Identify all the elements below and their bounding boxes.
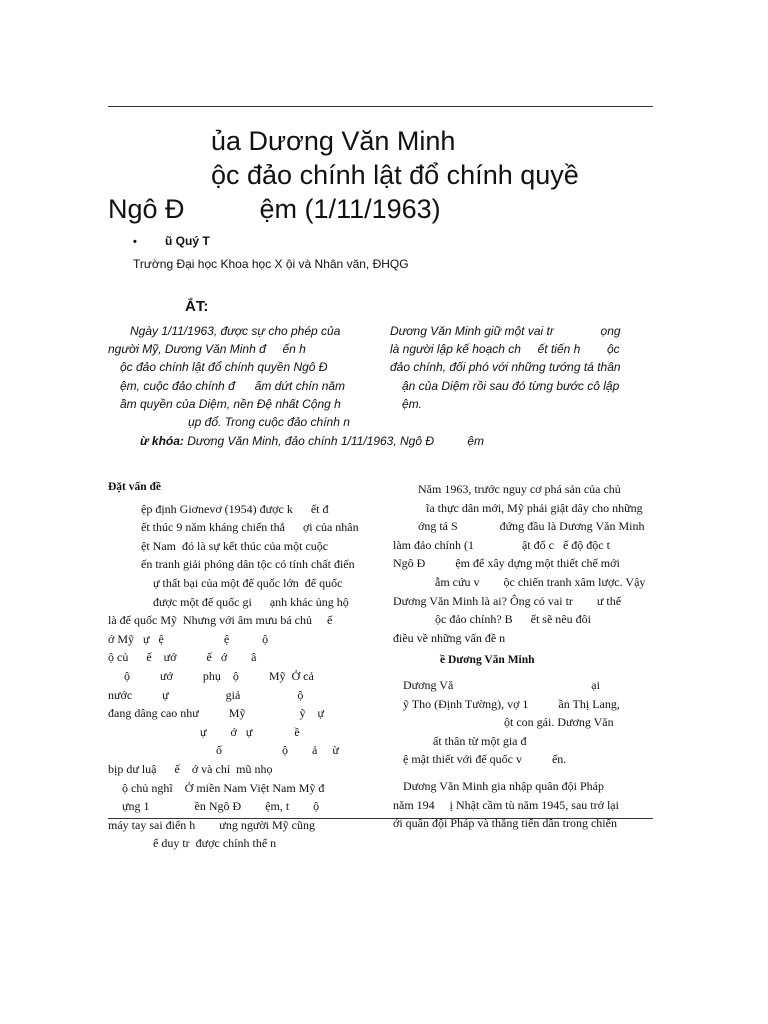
abstract-line: ộc đảo chính lật đổ chính quyền Ngô Đ [120, 360, 328, 375]
body-line: ệp định Giơnevơ (1954) được k ết đ [141, 501, 329, 516]
abstract-line: ụp đổ. Trong cuộc đảo chính n [188, 415, 350, 430]
body-line: ớ Mỹ ự ệ ệ ộ [108, 631, 269, 646]
body-line: ộ củ ế ướ ế ớ â [108, 650, 257, 665]
body-line: ột con gái. Dương Văn [504, 715, 614, 730]
body-line: Năm 1963, trước nguy cơ phá sản của chủ [418, 482, 621, 496]
body-line: Dương Văn Minh gia nhập quân đội Pháp [403, 778, 604, 793]
section-heading-biography: ề Dương Văn Minh [440, 654, 535, 667]
body-line: ến tranh giải phóng dân tộc có tính chất điển [141, 557, 355, 572]
title-line: ộc đảo chính lật đổ chính quyề [211, 160, 579, 190]
body-line: ự ớ ự ề [200, 724, 300, 739]
abstract-line: ệm. [402, 396, 423, 411]
body-right-column [393, 480, 652, 833]
body-line: bịp dư luậ ế ớ và chỉ mũ nhọ [108, 761, 273, 776]
keywords-label: ừ khóa: [140, 434, 184, 448]
body-line: ộc đảo chính? B ết sẽ nêu đôi [435, 612, 591, 627]
body-line: ới quân đội Pháp và thăng tiến dần trong chiến [393, 816, 617, 831]
body-line: ể duy tr được chính thể n [153, 836, 277, 851]
abstract-line: đảo chính, đối phó với những tướng tá thân [390, 360, 621, 375]
keywords-text: Dương Văn Minh, đảo chính 1/11/1963, Ngô Đ ệm [183, 434, 485, 448]
abstract-line: Ngày 1/11/1963, được sự cho phép của [130, 324, 341, 338]
body-line: máy tay sai điển h ưng người Mỹ cũng [108, 817, 315, 832]
body-line: làm đảo chính (1 ật đổ c ế độ độc t [393, 537, 610, 552]
author-line [133, 234, 210, 248]
abstract-line: ầm quyền của Diệm, nền Đệ nhất Cộng h [120, 396, 341, 411]
abstract-left-column [108, 322, 373, 431]
body-line: ệt Nam đó là sự kết thúc của một cuộc [141, 538, 329, 553]
body-line: được một đế quốc gi ạnh khác ủng hộ [153, 594, 349, 609]
body-line: ự thất bại của một đế quốc lớn để quốc [153, 575, 343, 590]
body-line: ất thân từ một gia đ [433, 733, 527, 748]
body-line: ệ mật thiết với đế quốc v ến. [403, 752, 567, 767]
body-line: ộ ướ phụ ộ Mỹ Ở cả [124, 668, 314, 683]
title-line: ủa Dương Văn Minh [211, 126, 456, 156]
body-line: là đế quốc Mỹ Nhưng với âm mưu bá chủ ế [108, 613, 333, 628]
abstract-line: ận của Diệm rồi sau đó từng bước cô lập [402, 378, 620, 393]
abstract-right-column [390, 322, 652, 413]
body-line: ộ chủ nghĩ Ở miền Nam Việt Nam Mỹ đ [122, 780, 325, 795]
body-line: Dương Vă ại [403, 677, 600, 692]
body-line: ỹ Tho (Định Tường), vợ 1 ần Thị Lang, [403, 696, 620, 711]
abstract-heading: ẮT: [185, 298, 209, 315]
body-line: Ngô Đ ệm để xây dựng một thiết chế mới [393, 556, 620, 571]
abstract-line: người Mỹ, Dương Văn Minh đ ến h [108, 342, 306, 357]
body-line: đang dâng cao như Mỹ ỹ ự [108, 706, 324, 721]
body-line: ớng tá S đứng đầu là Dương Văn Minh [418, 519, 645, 534]
body-line: điều về những vấn đề n [393, 630, 506, 645]
bullet-icon: • [133, 236, 137, 248]
bottom-rule [108, 818, 653, 819]
article-title [108, 124, 653, 226]
abstract-line: là người lập kế hoạch ch ết tiến h ộc [390, 342, 620, 357]
section-heading-intro: Đặt vấn đề [108, 481, 162, 493]
body-line: năm 194 ị Nhật cầm tù năm 1945, sau trở lại [393, 797, 619, 812]
body-line: nước ự giả ộ [108, 687, 304, 702]
top-rule [108, 106, 653, 107]
body-line: Dương Văn Minh là ai? Ông có vai tr ư thế [393, 593, 622, 608]
title-line: Ngô Đ ệm (1/11/1963) [108, 194, 441, 224]
body-line: ết thúc 9 năm kháng chiến thắ ợi của nhân [141, 520, 359, 535]
body-left-column [108, 480, 365, 853]
body-line: ẫm cứu v ộc chiến tranh xâm lược. Vậy [435, 574, 646, 589]
abstract-line: Dương Văn Minh giữ một vai tr ọng [390, 324, 621, 338]
body-line: ựng 1 ền Ngô Đ ệm, t ộ [122, 799, 320, 814]
keywords-line [140, 434, 484, 448]
abstract-line: ệm, cuộc đảo chính đ ấm dứt chín năm [120, 378, 346, 393]
affiliation: Trường Đại học Khoa học X ội và Nhân văn, ĐHQG [133, 257, 409, 271]
author-name: ũ Quý T [165, 234, 210, 248]
body-line: ố ộ ả ừ [216, 743, 339, 758]
body-line: ĩa thực dân mới, Mỹ phải giật dây cho những [426, 500, 643, 515]
